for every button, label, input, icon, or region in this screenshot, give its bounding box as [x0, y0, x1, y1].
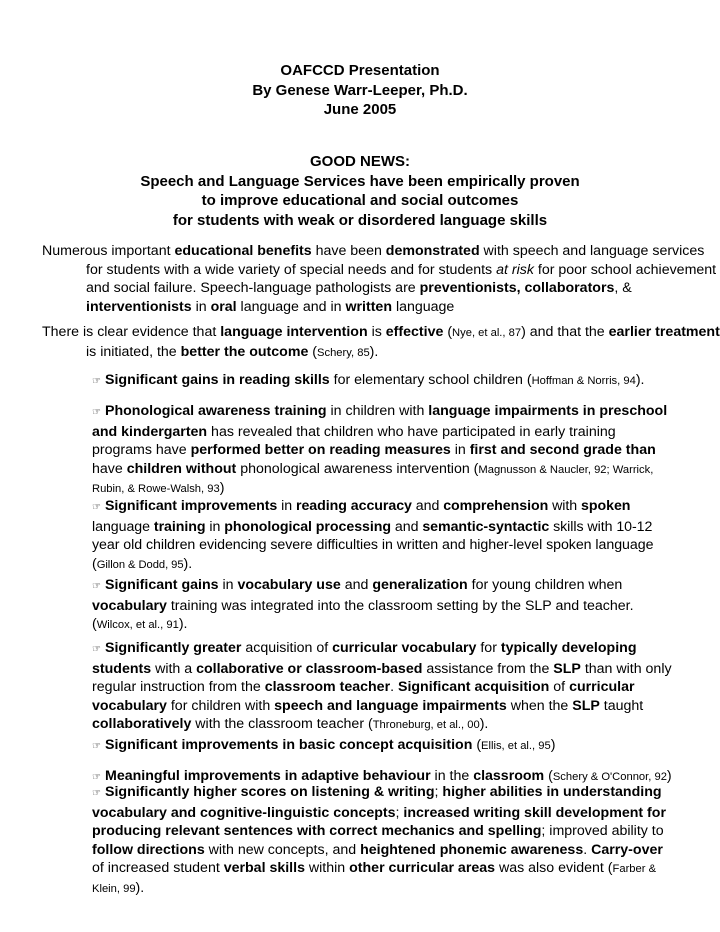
bold-text: Meaningful improvements in adaptive behaviour: [105, 768, 431, 784]
bold-text: vocabulary: [92, 597, 167, 614]
headline-line: Speech and Language Services have been empirically proven: [140, 172, 580, 190]
text-run: with speech and language services for students with a wide variety of special needs and for students: [86, 243, 705, 278]
bold-text: Carry-over: [591, 841, 663, 858]
text-run: ).: [135, 879, 145, 896]
text-run: language and in: [236, 298, 346, 315]
finding-item: [92, 497, 678, 574]
text-run: in children with: [326, 403, 429, 419]
text-run: (: [308, 343, 318, 360]
bold-text: effective: [385, 324, 444, 340]
text-run: training was integrated into the classroom setting by the SLP and teacher. (: [92, 597, 634, 633]
intro-paragraph: [42, 242, 720, 316]
citation: Hoffman & Norris, 94: [531, 375, 636, 387]
text-run: .: [583, 841, 592, 858]
finding-item: [92, 402, 678, 499]
text-run: ;: [434, 784, 443, 800]
bold-text: higher abilities in understanding vocabulary and cognitive-linguistic concepts: [92, 784, 662, 821]
headline-line: for students with weak or disordered language skills: [172, 211, 548, 229]
text-run: in: [218, 577, 238, 593]
bold-text: generalization: [372, 577, 468, 593]
text-run: Numerous important: [42, 243, 175, 259]
text-run: ) and that the: [521, 324, 609, 340]
text-run: taught: [599, 697, 644, 714]
text-run: have been: [311, 243, 386, 259]
bold-text: written: [345, 298, 392, 315]
bold-text: better the outcome: [180, 343, 309, 360]
presentation-title: OAFCCD Presentation: [280, 62, 440, 79]
document-header: [0, 61, 720, 120]
text-run: with: [548, 498, 582, 514]
text-run: ;: [395, 804, 404, 821]
bold-text: Significant gains: [105, 577, 219, 593]
text-run: for elementary school children (: [329, 372, 532, 388]
bold-text: speech and language impairments: [274, 697, 507, 714]
bold-text: classroom: [473, 768, 545, 784]
bold-text: interventionists: [86, 298, 192, 315]
citation: Gillon & Dodd, 95: [96, 558, 184, 571]
citation: Nye, et al., 87: [452, 327, 522, 339]
bold-text: oral: [210, 298, 237, 315]
pointing-hand-icon: ☞: [92, 581, 101, 592]
text-run: and: [411, 498, 444, 514]
bold-text: collaboratively: [92, 716, 192, 733]
text-run: ).: [635, 372, 645, 388]
bold-text: reading accuracy: [295, 498, 412, 514]
text-run: for: [476, 640, 501, 656]
text-run: ).: [183, 555, 193, 572]
pointing-hand-icon: ☞: [92, 644, 101, 655]
text-run: within: [304, 860, 350, 877]
bold-text: phonological processing: [224, 518, 392, 535]
bold-text: typically developing students: [92, 640, 637, 677]
bold-text: Significant gains in reading skills: [105, 372, 330, 388]
bold-text: vocabulary use: [237, 577, 341, 593]
finding-item: [92, 371, 678, 392]
text-run: acquisition of: [241, 640, 333, 656]
pointing-hand-icon: ☞: [92, 407, 101, 418]
text-run: for young children when: [467, 577, 623, 593]
text-run: There is clear evidence that: [42, 324, 221, 340]
text-run: is: [367, 324, 386, 340]
citation: Ellis, et al., 95: [481, 740, 551, 752]
text-run: in: [450, 442, 470, 459]
bold-text: Significantly higher scores on listening & writing: [105, 784, 435, 800]
text-run: (: [443, 324, 453, 340]
headline: [0, 152, 720, 230]
text-run: in: [277, 498, 296, 514]
bold-text: other curricular areas: [349, 860, 496, 877]
text-run: skills with 10-12 year old children evidencing severe difficulties in written and higher-level spoken language (: [92, 518, 654, 572]
text-run: with the classroom teacher (: [191, 716, 373, 733]
text-run: language: [92, 518, 154, 535]
bold-text: first and second grade than: [469, 442, 656, 459]
bold-text: verbal skills: [223, 860, 305, 877]
bold-text: Significant improvements in basic concept acquisition: [105, 737, 473, 753]
bold-text: Significant improvements: [105, 498, 278, 514]
bold-text: SLP: [553, 660, 581, 677]
text-run: ).: [479, 716, 489, 733]
text-run: (: [472, 737, 482, 753]
bold-text: curricular vocabulary: [92, 679, 635, 714]
finding-item: [92, 576, 678, 635]
text-run: was also evident (: [495, 860, 613, 877]
text-run: than with only regular instruction from the: [92, 660, 672, 696]
pointing-hand-icon: ☞: [92, 502, 101, 513]
bold-text: follow directions: [92, 841, 205, 858]
text-run: in: [191, 298, 211, 315]
citation: Magnusson & Naucler, 92; Warrick, Rubin, & Rowe-Walsh, 93: [92, 463, 654, 496]
bold-text: language impairments in preschool and kindergarten: [92, 403, 668, 440]
bold-text: children without: [126, 460, 237, 477]
bold-text: semantic-syntactic: [422, 518, 550, 535]
bold-text: spoken: [581, 498, 631, 514]
pointing-hand-icon: ☞: [92, 788, 101, 799]
text-run: (: [544, 768, 553, 784]
text-run: ): [550, 737, 556, 753]
citation: Schery & O'Connor, 92: [552, 771, 667, 783]
text-run: assistance from the: [422, 660, 554, 677]
finding-item: [92, 639, 678, 735]
text-run: have: [92, 460, 127, 477]
text-run: is initiated, the: [86, 343, 181, 360]
finding-item: [92, 736, 678, 757]
finding-item: [92, 783, 678, 899]
bold-text: heightened phonemic awareness: [360, 841, 584, 858]
text-run: ): [219, 480, 225, 497]
text-run: ; improved ability to: [541, 823, 664, 840]
text-run: with a: [151, 660, 197, 677]
bold-text: educational benefits: [174, 243, 312, 259]
text-run: , &: [614, 280, 632, 297]
bold-text: demonstrated: [385, 243, 480, 259]
bold-text: preventionists, collaborators: [419, 280, 615, 297]
presentation-date: June 2005: [323, 101, 397, 118]
bold-text: language intervention: [220, 324, 368, 340]
bold-text: Significant acquisition: [397, 679, 550, 696]
text-run: has revealed that children who have participated in early training programs have: [92, 423, 616, 459]
bold-text: curricular vocabulary: [332, 640, 477, 656]
text-run: for children with: [166, 697, 275, 714]
italic-text: at risk: [496, 261, 534, 278]
bold-text: comprehension: [443, 498, 549, 514]
citation: Wilcox, et al., 91: [96, 619, 179, 632]
text-run: ): [666, 768, 672, 784]
citation: Schery, 85: [317, 346, 370, 359]
text-run: ).: [178, 616, 188, 633]
bold-text: collaborative or classroom-based: [196, 660, 423, 677]
bold-text: training: [153, 518, 206, 535]
text-run: of increased student: [92, 860, 224, 877]
text-run: in: [205, 518, 225, 535]
text-run: language: [392, 298, 455, 315]
presenter-name: By Genese Warr-Leeper, Ph.D.: [252, 81, 468, 99]
citation: Throneburg, et al., 00: [372, 719, 480, 732]
text-run: when the: [506, 697, 573, 714]
bold-text: increased writing skill development for producing relevant sentences with correct mechanics and spelling: [92, 804, 666, 840]
evidence-paragraph: [42, 323, 720, 362]
citation: Farber & Klein, 99: [92, 863, 657, 895]
bold-text: classroom teacher: [264, 679, 391, 696]
text-run: .: [390, 679, 398, 696]
text-run: in the: [430, 768, 474, 784]
bold-text: earlier treatment: [608, 324, 720, 340]
bold-text: Significantly greater: [105, 640, 242, 656]
bold-text: performed better on reading measures: [190, 442, 451, 459]
text-run: of: [549, 679, 570, 696]
text-run: phonological awareness intervention (: [236, 460, 479, 477]
text-run: and: [391, 518, 423, 535]
bold-text: SLP: [572, 697, 600, 714]
text-run: and: [340, 577, 373, 593]
pointing-hand-icon: ☞: [92, 772, 101, 783]
text-run: with new concepts, and: [204, 841, 361, 858]
text-run: for poor school achievement and social failure. Speech-language pathologists are: [86, 261, 717, 297]
pointing-hand-icon: ☞: [92, 376, 101, 387]
headline-label: GOOD NEWS:: [310, 153, 410, 170]
pointing-hand-icon: ☞: [92, 741, 101, 752]
headline-line: to improve educational and social outcomes: [201, 192, 519, 209]
text-run: ).: [369, 343, 379, 360]
bold-text: Phonological awareness training: [105, 403, 327, 419]
